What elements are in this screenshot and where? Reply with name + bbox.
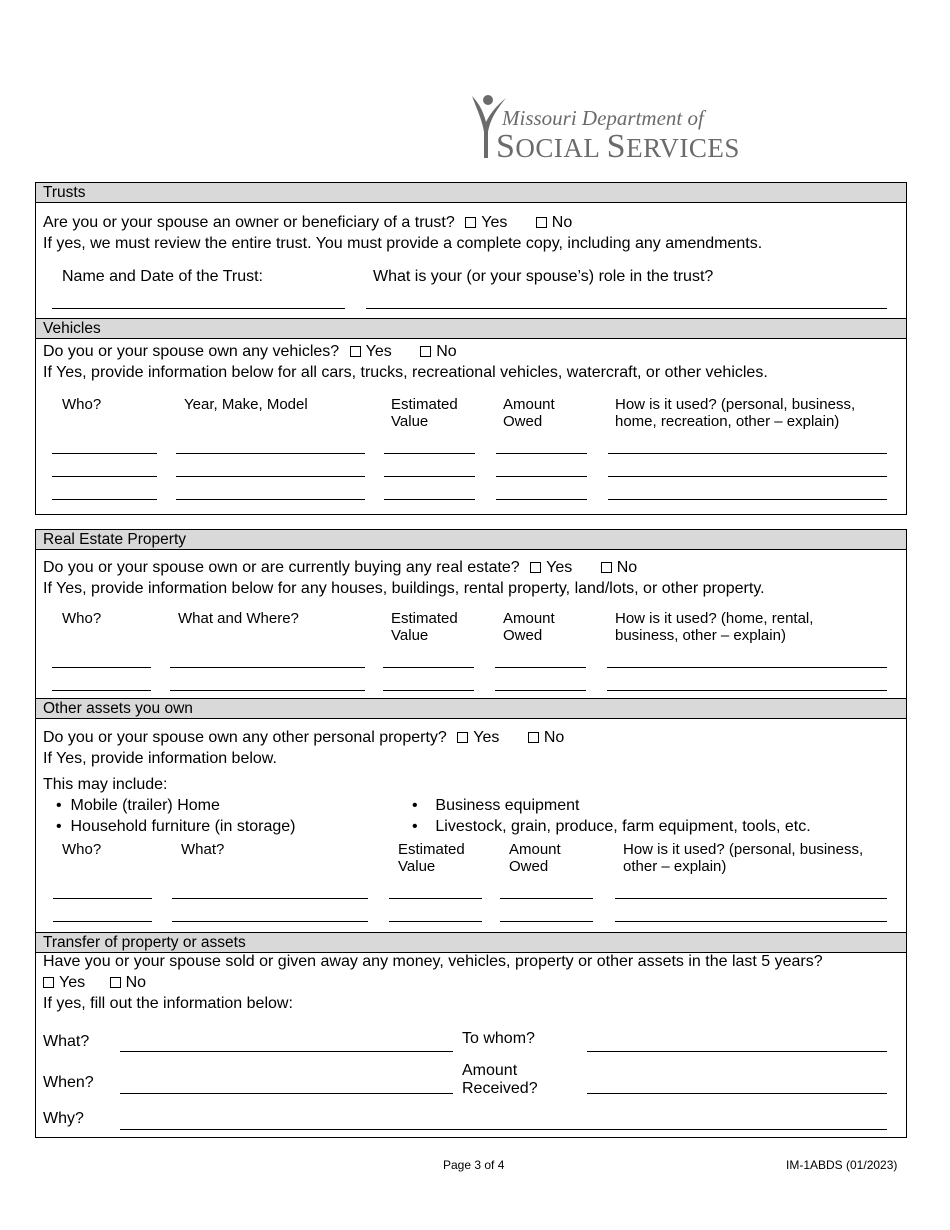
vehicles-question: Do you or your spouse own any vehicles? Yes No [43,343,457,360]
transfer-yes-no: Yes No [43,973,146,993]
vehicles-no-checkbox[interactable] [420,346,431,357]
other-assets-note: If Yes, provide information below. [43,750,277,767]
received-label: Received? [462,1080,538,1097]
other-assets-field[interactable] [172,898,368,899]
form-id: IM-1ABDS (01/2023) [786,1158,898,1172]
vehicles-note: If Yes, provide information below for all cars, trucks, recreational vehicles, watercraft, or other vehicles. [43,364,768,381]
why-label: Why? [43,1110,84,1127]
other-col-owed: Owed [509,858,549,875]
vehicles-yes-checkbox[interactable] [350,346,361,357]
other-assets-section [35,698,907,933]
when-label: When? [43,1074,94,1091]
vehicles-header: Vehicles [36,319,906,339]
vehicles-col-ymm: Year, Make, Model [184,396,308,413]
real-estate-col-how2: business, other – explain) [615,627,786,644]
real-estate-section [35,529,907,699]
why-field[interactable] [120,1129,887,1130]
bullet-item: • Household furniture (in storage) [56,818,296,835]
real-estate-field[interactable] [170,667,365,668]
vehicles-field[interactable] [52,499,157,500]
vehicles-field[interactable] [496,499,587,500]
other-assets-field[interactable] [615,921,887,922]
trusts-section [35,182,907,319]
other-assets-field[interactable] [615,898,887,899]
transfer-yes-checkbox[interactable] [43,977,54,988]
vehicles-col-how: How is it used? (personal, business, [615,396,856,413]
other-assets-field[interactable] [53,898,152,899]
vehicles-col-amt: Amount [503,396,555,413]
other-col-how2: other – explain) [623,858,727,875]
to-whom-label: To whom? [462,1030,535,1047]
vehicles-field[interactable] [176,499,365,500]
amount-received-field[interactable] [587,1093,887,1094]
what-field[interactable] [120,1051,453,1052]
real-estate-note: If Yes, provide information below for any houses, buildings, rental property, land/lots, or other property. [43,580,765,597]
other-col-how: How is it used? (personal, business, [623,841,864,858]
other-assets-yes-checkbox[interactable] [457,732,468,743]
trusts-yes-checkbox[interactable] [465,217,476,228]
real-estate-question: Do you or your spouse own or are currently buying any real estate? Yes No [43,559,638,576]
bullet-item: • Business equipment [412,797,580,814]
real-estate-field[interactable] [607,667,887,668]
logo-line1: Missouri Department of [502,106,704,130]
trusts-name-field[interactable] [52,308,345,309]
vehicles-field[interactable] [384,453,475,454]
other-assets-field[interactable] [389,898,482,899]
other-assets-field[interactable] [500,898,593,899]
vehicles-field[interactable] [176,453,365,454]
trusts-question: Are you or your spouse an owner or beneficiary of a trust? Yes No [43,214,573,231]
to-whom-field[interactable] [587,1051,887,1052]
trusts-role-field[interactable] [366,308,887,309]
real-estate-field[interactable] [495,667,586,668]
transfer-section [35,932,907,1138]
vehicles-field[interactable] [176,476,365,477]
vehicles-field[interactable] [384,499,475,500]
vehicles-field[interactable] [496,453,587,454]
other-assets-field[interactable] [389,921,482,922]
other-assets-no-checkbox[interactable] [528,732,539,743]
other-assets-field[interactable] [500,921,593,922]
vehicles-col-how2: home, recreation, other – explain) [615,413,840,430]
dss-logo [468,92,768,164]
bullet-item: • Mobile (trailer) Home [56,797,220,814]
vehicles-field[interactable] [608,476,887,477]
when-field[interactable] [120,1093,453,1094]
real-estate-col-amt: Amount [503,610,555,627]
vehicles-field[interactable] [384,476,475,477]
real-estate-yes-checkbox[interactable] [530,562,541,573]
other-assets-field[interactable] [172,921,368,922]
real-estate-col-owed: Owed [503,627,543,644]
other-col-what: What? [181,841,225,858]
other-assets-header: Other assets you own [36,699,906,719]
real-estate-col-val: Value [391,627,429,644]
real-estate-col-what: What and Where? [178,610,299,627]
transfer-header: Transfer of property or assets [36,933,906,953]
vehicles-field[interactable] [52,476,157,477]
what-label: What? [43,1033,90,1050]
may-include-label: This may include: [43,776,168,793]
trusts-header: Trusts [36,183,906,203]
real-estate-col-who: Who? [62,610,102,627]
real-estate-field[interactable] [170,690,365,691]
real-estate-col-how: How is it used? (home, rental, [615,610,814,627]
other-assets-field[interactable] [53,921,152,922]
vehicles-col-who: Who? [62,396,102,413]
real-estate-field[interactable] [383,667,474,668]
amount-label: Amount [462,1062,518,1079]
vehicles-field[interactable] [608,453,887,454]
trusts-role-label: What is your (or your spouse’s) role in the trust? [373,268,714,285]
real-estate-field[interactable] [495,690,586,691]
vehicles-field[interactable] [608,499,887,500]
other-col-est: Estimated [398,841,465,858]
vehicles-col-owed: Owed [503,413,543,430]
real-estate-field[interactable] [52,667,151,668]
real-estate-no-checkbox[interactable] [601,562,612,573]
trusts-note: If yes, we must review the entire trust. You must provide a complete copy, including any amendments. [43,235,763,252]
real-estate-field[interactable] [607,690,887,691]
logo-line2: SOCIAL SERVICES [496,128,740,165]
vehicles-field[interactable] [52,453,157,454]
page-number: Page 3 of 4 [443,1158,505,1172]
other-assets-question: Do you or your spouse own any other personal property? Yes No [43,729,565,746]
trusts-no-checkbox[interactable] [536,217,547,228]
transfer-question: Have you or your spouse sold or given away any money, vehicles, property or other assets in the last 5 years? [43,953,823,970]
real-estate-header: Real Estate Property [36,530,906,550]
bullet-item: • Livestock, grain, produce, farm equipment, tools, etc. [412,818,811,835]
transfer-no-checkbox[interactable] [110,977,121,988]
vehicles-col-val: Value [391,413,429,430]
trusts-name-label: Name and Date of the Trust: [62,268,263,285]
vehicles-section [35,318,907,515]
real-estate-field[interactable] [52,690,151,691]
other-col-amt: Amount [509,841,561,858]
transfer-note: If yes, fill out the information below: [43,995,293,1012]
real-estate-col-est: Estimated [391,610,458,627]
other-col-who: Who? [62,841,102,858]
other-col-val: Value [398,858,436,875]
vehicles-field[interactable] [496,476,587,477]
real-estate-field[interactable] [383,690,474,691]
vehicles-col-est: Estimated [391,396,458,413]
